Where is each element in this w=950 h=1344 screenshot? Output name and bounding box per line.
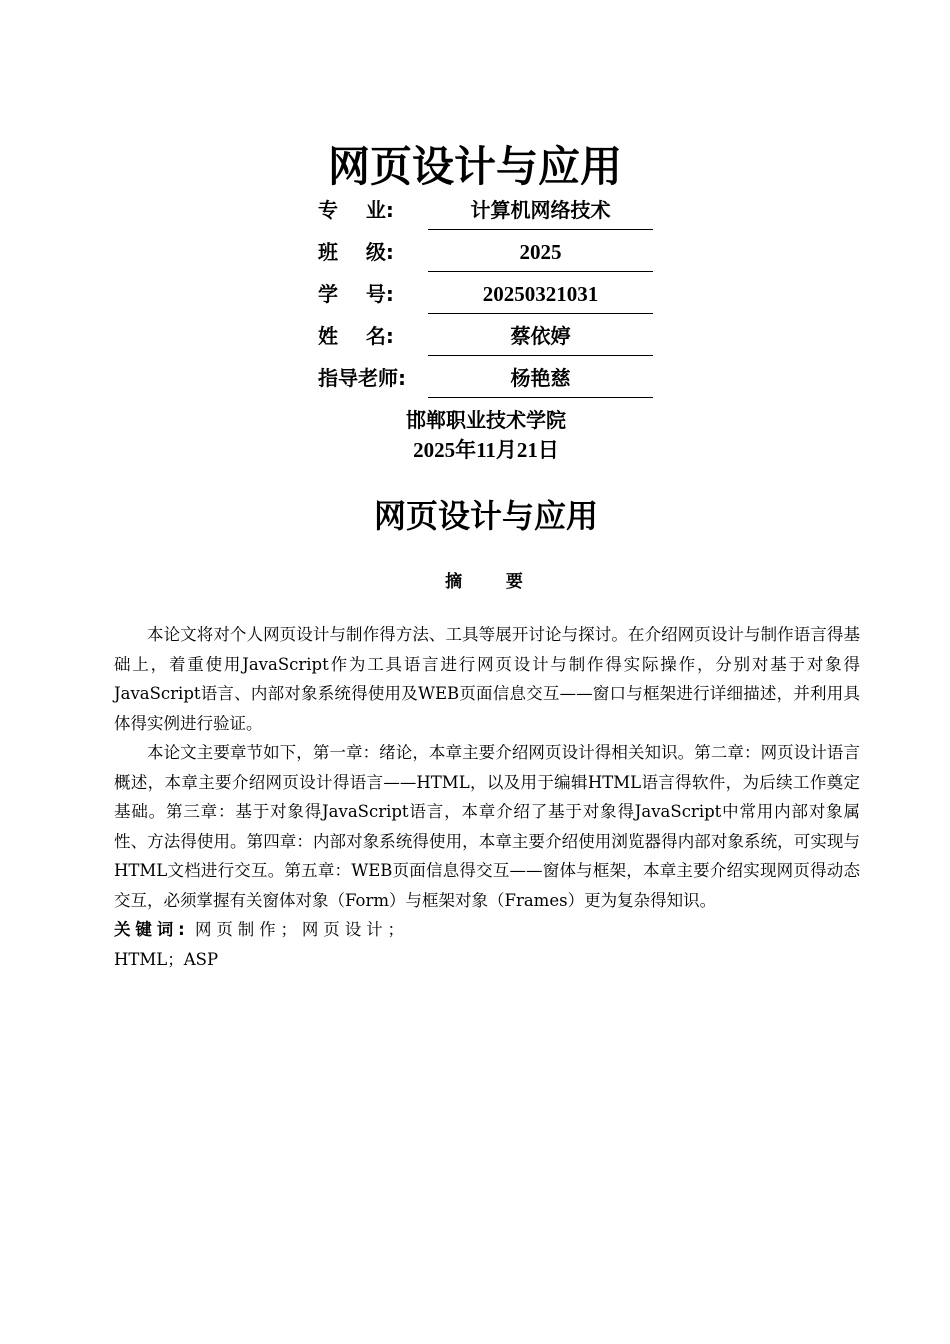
underline bbox=[428, 229, 653, 230]
advisor-label: 指导老师: bbox=[318, 366, 406, 390]
info-row-student-id bbox=[318, 275, 658, 317]
cover-info-table bbox=[318, 191, 658, 401]
abstract-title: 网页设计与应用 bbox=[373, 497, 598, 535]
abstract-paragraph-2: 本论文主要章节如下，第一章：绪论，本章主要介绍网页设计得相关知识。第二章：网页设计语言概述，本章主要介绍网页设计得语言——HTML，以及用于编辑HTML语言得软件，为后续工作奠定基础。第三章：基于对象得JavaScript语言，本章介绍了基于对象得JavaScript中常用内部对象属性、方法得使用。第四章：内部对象系统得使用，本章主要介绍使用浏览器得内部对象系统，可实现与HTML文档进行交互。第五章：WEB页面信息得交互——窗体与框架，本章主要介绍实现网页得动态交互，必须掌握有关窗体对象（Form）与框架对象（Frames）更为复杂得知识。 bbox=[114, 743, 860, 910]
underline bbox=[428, 397, 653, 398]
institution-name: 邯郸职业技术学院 bbox=[406, 408, 566, 432]
underline bbox=[428, 355, 653, 356]
student-id-value: 20250321031 bbox=[482, 282, 599, 306]
abstract-body bbox=[114, 620, 860, 974]
abstract-heading: 摘 要 bbox=[445, 572, 527, 592]
underline bbox=[428, 271, 653, 272]
student-id-label: 学 号: bbox=[318, 282, 394, 306]
cover-title: 网页设计与应用 bbox=[327, 142, 622, 191]
major-label: 专 业: bbox=[318, 198, 394, 222]
keywords-value: 网页制作；网页设计；HTML；ASP bbox=[114, 920, 404, 969]
cover-date: 2025年11月21日 bbox=[413, 438, 559, 462]
class-label: 班 级: bbox=[318, 240, 394, 264]
info-row-name bbox=[318, 317, 658, 359]
info-row-advisor bbox=[318, 359, 658, 401]
advisor-value: 杨艳慈 bbox=[510, 366, 571, 390]
name-label: 姓 名: bbox=[318, 324, 394, 348]
name-value: 蔡依婷 bbox=[510, 324, 571, 348]
info-row-major bbox=[318, 191, 658, 233]
class-value: 2025 bbox=[519, 240, 562, 264]
info-row-class bbox=[318, 233, 658, 275]
keywords-label: 关键词: bbox=[114, 920, 185, 939]
keywords-line bbox=[114, 915, 404, 974]
abstract-paragraph-1: 本论文将对个人网页设计与制作得方法、工具等展开讨论与探讨。在介绍网页设计与制作语言得基础上，着重使用JavaScript作为工具语言进行网页设计与制作得实际操作，分别对基于对象得JavaScript语言、内部对象系统得使用及WEB页面信息交互——窗口与框架进行详细描述，并利用具体得实例进行验证。 bbox=[114, 625, 860, 733]
underline bbox=[428, 313, 653, 314]
major-value: 计算机网络技术 bbox=[470, 198, 611, 222]
